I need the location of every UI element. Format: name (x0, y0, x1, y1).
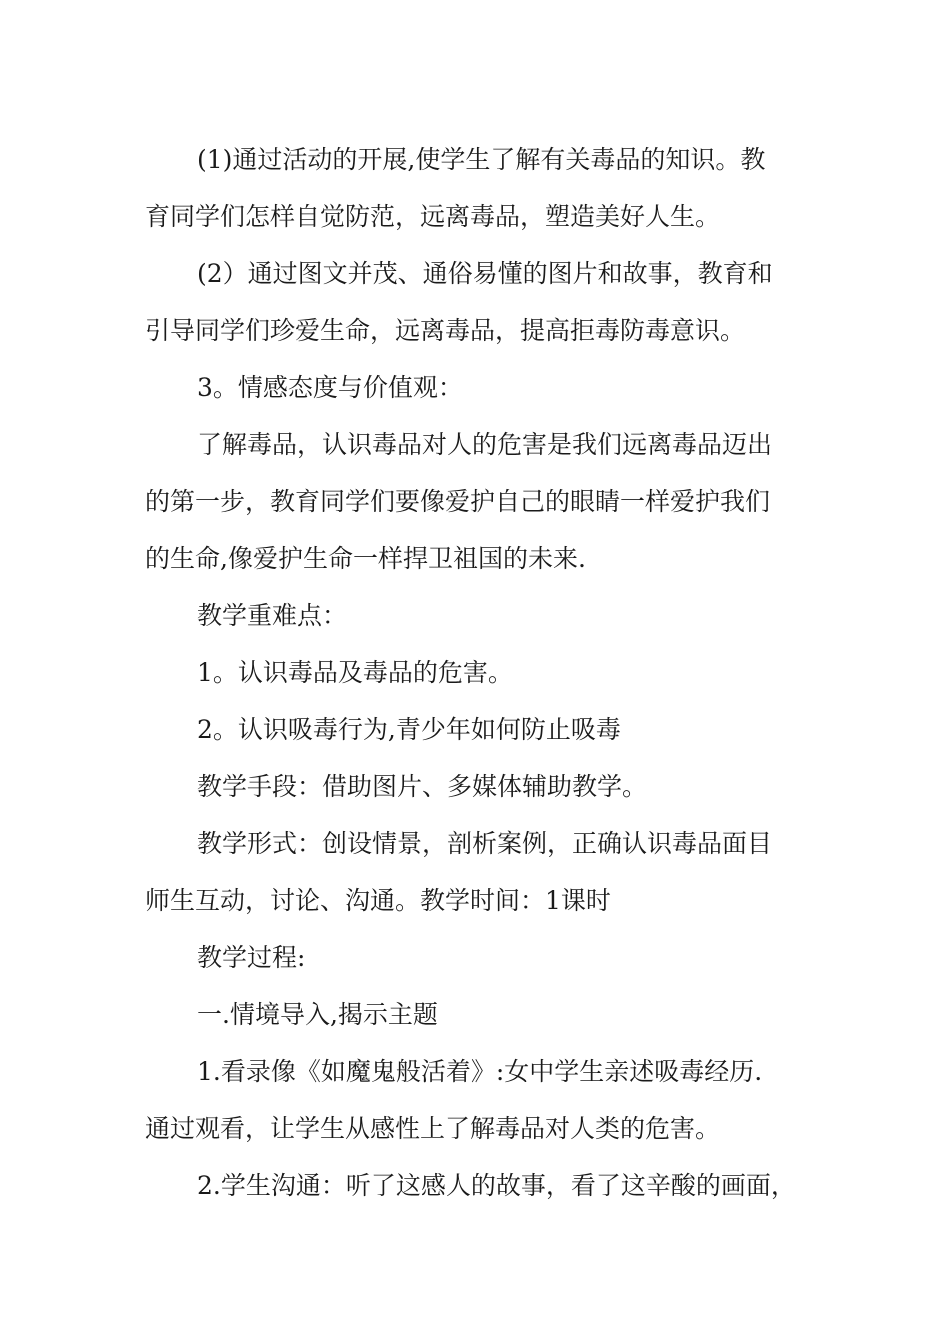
section-heading: 教学重难点： (197, 601, 348, 630)
text-line: 了解毒品，认识毒品对人的危害是我们远离毒品迈出 (197, 430, 773, 459)
text-line: 师生互动，讨论、沟通。教学时间：1课时 (145, 886, 611, 915)
list-item: 2。认识吸毒行为,青少年如何防止吸毒 (197, 715, 621, 744)
section-heading: 3。情感态度与价值观： (197, 373, 463, 402)
text-line: (1)通过活动的开展,使学生了解有关毒品的知识。教 (197, 145, 766, 174)
document-body (145, 131, 815, 1214)
text-line: (2）通过图文并茂、通俗易懂的图片和故事，教育和 (197, 259, 773, 288)
list-item: 1.看录像《如魔鬼般活着》:女中学生亲述吸毒经历. (197, 1057, 763, 1086)
text-line: 通过观看，让学生从感性上了解毒品对人类的危害。 (145, 1114, 721, 1143)
text-line: 引导同学们珍爱生命，远离毒品，提高拒毒防毒意识。 (145, 316, 746, 345)
text-line: 教学形式：创设情景，剖析案例，正确认识毒品面目 (197, 829, 773, 858)
text-line: 的生命,像爱护生命一样捍卫祖国的未来. (145, 544, 586, 573)
section-heading: 教学过程: (197, 943, 306, 972)
list-item: 2.学生沟通：听了这感人的故事，看了这辛酸的画面， (197, 1171, 796, 1200)
section-heading: 一.情境导入,揭示主题 (197, 1000, 438, 1029)
text-line: 的第一步，教育同学们要像爱护自己的眼睛一样爱护我们 (145, 487, 771, 516)
text-line: 育同学们怎样自觉防范，远离毒品，塑造美好人生。 (145, 202, 721, 231)
list-item: 1。认识毒品及毒品的危害。 (197, 658, 513, 687)
text-line: 教学手段：借助图片、多媒体辅助教学。 (197, 772, 648, 801)
